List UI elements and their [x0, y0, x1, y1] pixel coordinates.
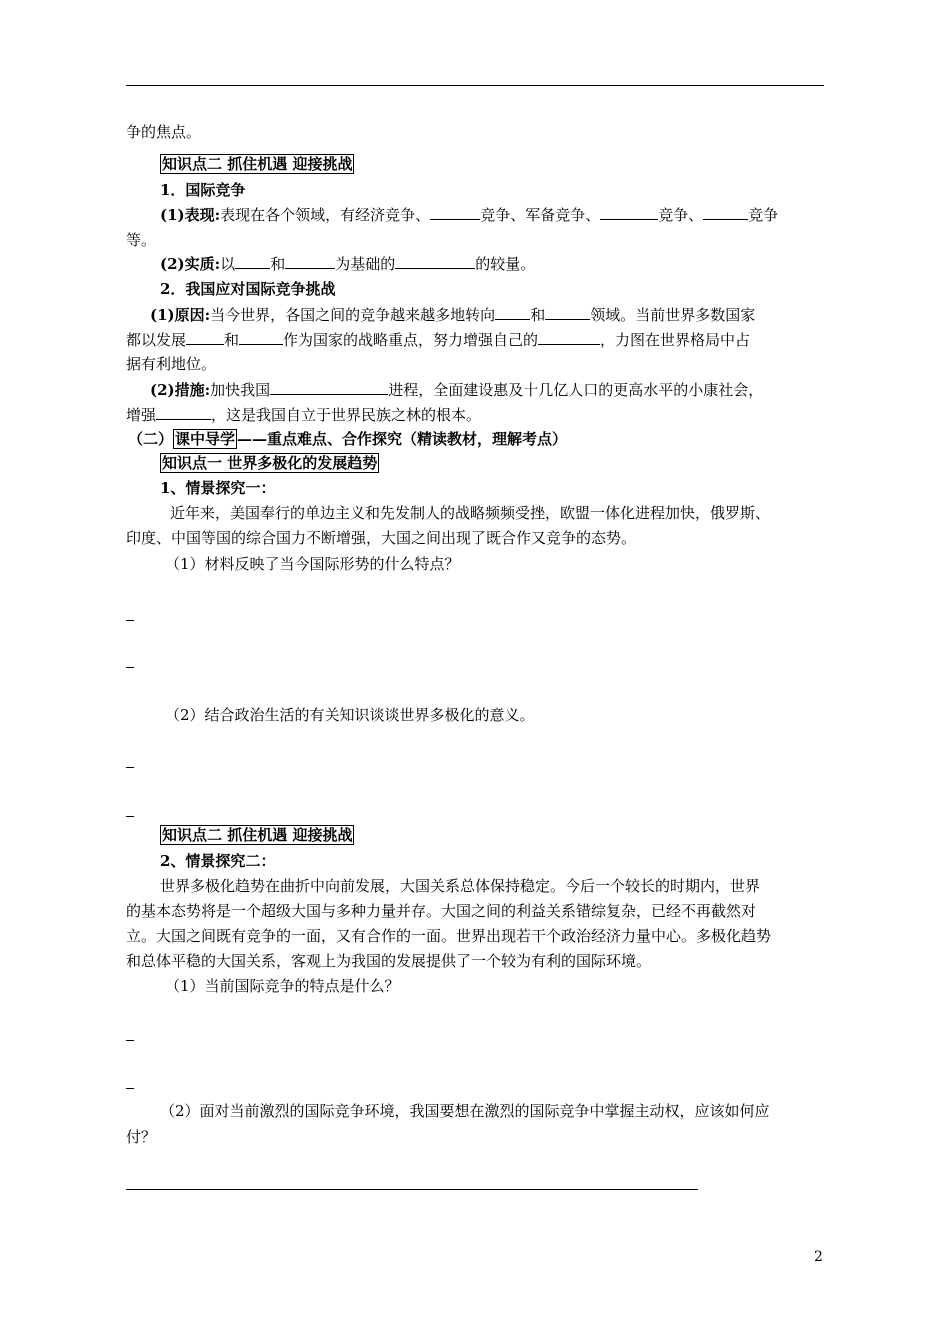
- kp1-title: 知识点一 世界多极化的发展趋势: [162, 454, 378, 472]
- question: （1）材料反映了当今国际形势的什么特点？: [165, 555, 460, 573]
- header-rule: [126, 85, 824, 86]
- question: 付？: [126, 1128, 157, 1146]
- fill-blank: [186, 330, 224, 345]
- p3-line-3: 据有利地位。: [126, 355, 217, 373]
- scenario-1-title: 1、情景探究一：: [160, 479, 276, 497]
- fill-blank: [270, 380, 388, 395]
- section-title: [160, 825, 354, 845]
- fill-blank: [430, 205, 480, 220]
- answer-dash: [126, 1040, 134, 1041]
- p1-line-2: 等。: [126, 231, 157, 249]
- question: （2）结合政治生活的有关知识谈谈世界多极化的意义。: [165, 706, 535, 724]
- fill-blank: [495, 305, 530, 320]
- fill-blank: [395, 254, 475, 269]
- answer-dash: [126, 816, 134, 817]
- p1-line: (1)表现:表现在各个领域，有经济竞争、 竞争、军备竞争、 竞争、 竞争: [160, 206, 779, 224]
- p3-line-2: 都以发展 和 作为国家的战略重点，努力增强自己的 ，力图在世界格局中占: [126, 331, 751, 349]
- scenario-1-text: 印度、中国等国的综合国力不断增强，大国之间出现了既合作又竞争的态势。: [126, 529, 637, 547]
- page-number: 2: [814, 1249, 823, 1265]
- answer-dash: [126, 620, 134, 621]
- fill-blank: [285, 254, 335, 269]
- p3-line: (1)原因:当今世界，各国之间的竞争越来越多地转向 和 领域。当前世界多数国家: [150, 306, 756, 324]
- scenario-2-text: 和总体平稳的大国关系，客观上为我国的发展提供了一个较为有利的国际环境。: [126, 952, 652, 970]
- section-title: [160, 453, 379, 473]
- question: （1）当前国际竞争的特点是什么？: [165, 977, 400, 995]
- fill-blank: [703, 205, 748, 220]
- heading-china-response: 2．我国应对国际竞争挑战: [160, 280, 336, 298]
- section-2-heading: （二） 课中导学 ——重点难点、合作探究（精读教材，理解考点）: [128, 430, 568, 448]
- kp2-title: 知识点二 抓住机遇 迎接挑战: [162, 155, 353, 173]
- p2-line: (2)实质:以 和 为基础的 的较量。: [160, 255, 536, 273]
- answer-dash: [126, 767, 134, 768]
- scenario-1-text: 近年来，美国奉行的单边主义和先发制人的战略频频受挫，欧盟一体化进程加快，俄罗斯、: [170, 504, 771, 522]
- p4-line: (2)措施:加快我国 进程，全面建设惠及十几亿人口的更高水平的小康社会，: [150, 381, 764, 399]
- kp2b-title: 知识点二 抓住机遇 迎接挑战: [162, 826, 353, 844]
- fill-blank: [239, 330, 283, 345]
- answer-dash: [126, 667, 134, 668]
- footer-rule: [126, 1189, 698, 1190]
- p4-line-2: 增强 ，这是我国自立于世界民族之林的根本。: [126, 406, 482, 424]
- scenario-2-text: 的基本态势将是一个超级大国与多种力量并存。大国之间的利益关系错综复杂，已经不再截然对: [126, 902, 757, 920]
- scenario-2-title: 2、情景探究二：: [160, 852, 276, 870]
- fill-blank: [156, 405, 211, 420]
- fill-blank: [545, 305, 590, 320]
- question: （2）面对当前激烈的国际竞争环境，我国要想在激烈的国际竞争中掌握主动权，应该如何应: [160, 1102, 770, 1120]
- fill-blank: [538, 330, 600, 345]
- heading-international-competition: 1．国际竞争: [160, 181, 246, 199]
- scenario-2-text: 世界多极化趋势在曲折中向前发展，大国关系总体保持稳定。今后一个较长的时期内，世界: [160, 877, 761, 895]
- text-line: 争的焦点。: [126, 123, 202, 141]
- scenario-2-text: 立。大国之间既有竞争的一面，又有合作的一面。世界出现若干个政治经济力量中心。多极化趋势: [126, 927, 772, 945]
- fill-blank: [235, 254, 270, 269]
- section-title: [160, 154, 354, 174]
- answer-dash: [126, 1088, 134, 1089]
- fill-blank: [600, 205, 658, 220]
